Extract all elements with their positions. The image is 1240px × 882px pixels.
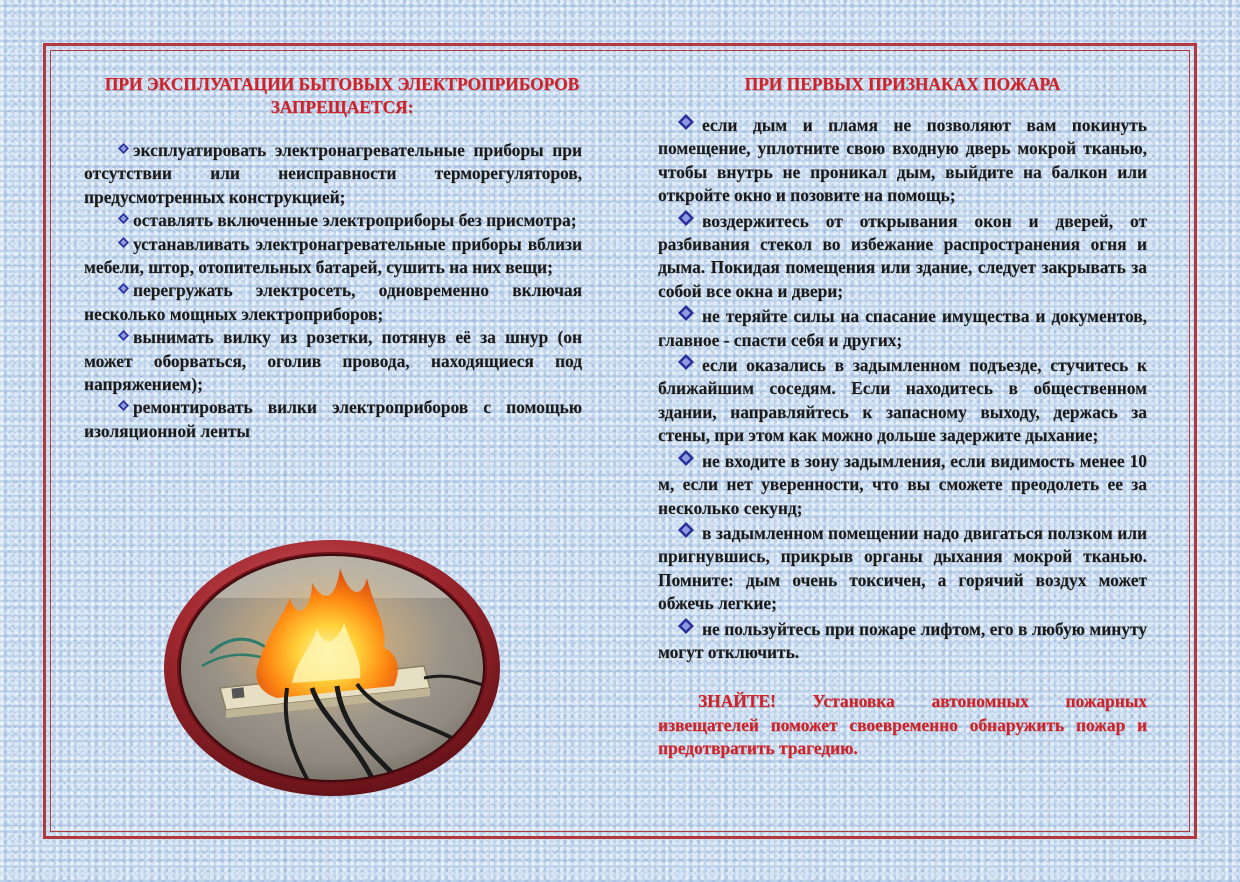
list-item-text: ремонтировать вилки электроприборов с помощью изоляционной ленты — [84, 397, 582, 441]
list-item-text: оставлять включенные электроприборы без присмотра; — [133, 210, 577, 231]
list-item-text: не входите в зону задымления, если видимость менее 10 м, если нет уверенности, что вы сможете преодолеть ее за несколько секунд; — [658, 450, 1147, 518]
list-item-text: эксплуатировать электронагревательные приборы при отсутствии или неисправности терморегуляторов, предусмотренных конструкцией; — [84, 140, 582, 207]
warning-note: ЗНАЙТЕ! Установка автономных пожарных извещателей поможет своевременно обнаружить пожар и предотвратить трагедию. — [658, 691, 1147, 759]
list-item-text: не теряйте силы на спасание имущества и документов, главное - спасти себя и других; — [658, 306, 1147, 350]
left-heading: ПРИ ЭКСПЛУАТАЦИИ БЫТОВЫХ ЭЛЕКТРОПРИБОРОВ ЗАПРЕЩАЕТСЯ: — [104, 74, 580, 117]
diamond-bullet-icon — [678, 305, 694, 321]
list-item — [658, 450, 1147, 520]
list-item — [84, 279, 582, 326]
list-item — [84, 209, 582, 232]
list-item-text: перегружать электросеть, одновременно включая несколько мощных электроприборов; — [84, 280, 582, 324]
list-item — [84, 396, 582, 443]
right-column — [658, 73, 1147, 778]
list-item-text: вынимать вилку из розетки, потянув её за шнур (он может оборваться, оголив провода, находящиеся под напряжением); — [84, 327, 582, 395]
list-item — [658, 114, 1147, 208]
list-item — [658, 210, 1147, 304]
diamond-bullet-icon — [678, 522, 694, 538]
diamond-bullet-icon — [118, 237, 129, 248]
burning-power-strip-photo — [162, 538, 502, 798]
list-item — [658, 618, 1147, 665]
fire-actions-list — [658, 114, 1147, 664]
diamond-bullet-icon — [118, 143, 129, 154]
diamond-bullet-icon — [118, 283, 129, 294]
diamond-bullet-icon — [678, 114, 694, 130]
list-item-text: устанавливать электронагревательные приборы вблизи мебели, штор, отопительных батарей, сушить на них вещи; — [84, 233, 582, 278]
list-item — [658, 354, 1147, 448]
list-item-text: в задымленном помещении надо двигаться ползком или пригнувшись, прикрыв органы дыхания мокрой тканью. Помните: дым очень токсичен, а горячий воздух может обжечь легкие; — [658, 522, 1147, 614]
right-heading: ПРИ ПЕРВЫХ ПРИЗНАКАХ ПОЖАРА — [744, 74, 1061, 94]
list-item — [84, 139, 582, 209]
diamond-bullet-icon — [678, 618, 694, 634]
diamond-bullet-icon — [678, 450, 694, 466]
list-item — [84, 326, 582, 396]
diamond-bullet-icon — [678, 210, 694, 226]
list-item-text: не пользуйтесь при пожаре лифтом, его в любую минуту могут отключить. — [658, 618, 1147, 662]
list-item-text: если оказались в задымленном подъезде, стучитесь к ближайшим соседям. Если находитесь в общественном здании, направляйтесь к запасному выходу, держась за стены, при этом как можно дольше задержите дыхание; — [658, 355, 1147, 446]
left-column — [84, 73, 582, 443]
list-item — [84, 233, 582, 280]
list-item — [658, 305, 1147, 352]
diamond-bullet-icon — [678, 354, 694, 370]
diamond-bullet-icon — [118, 330, 129, 341]
list-item-text: воздержитесь от открывания окон и дверей, от разбивания стекол во избежание распространения огня и дыма. Покидая помещения или здание, следует закрывать за собой все окна и двери; — [658, 210, 1147, 301]
diamond-bullet-icon — [118, 213, 129, 224]
list-item-text: если дым и пламя не позволяют вам покинуть помещение, уплотните свою входную дверь мокрой тканью, чтобы внутрь не проникал дым, выйдите на балкон или откройте окно и позовите на помощь; — [658, 115, 1147, 206]
list-item — [658, 522, 1147, 616]
prohibition-list — [84, 139, 582, 443]
diamond-bullet-icon — [118, 400, 129, 411]
